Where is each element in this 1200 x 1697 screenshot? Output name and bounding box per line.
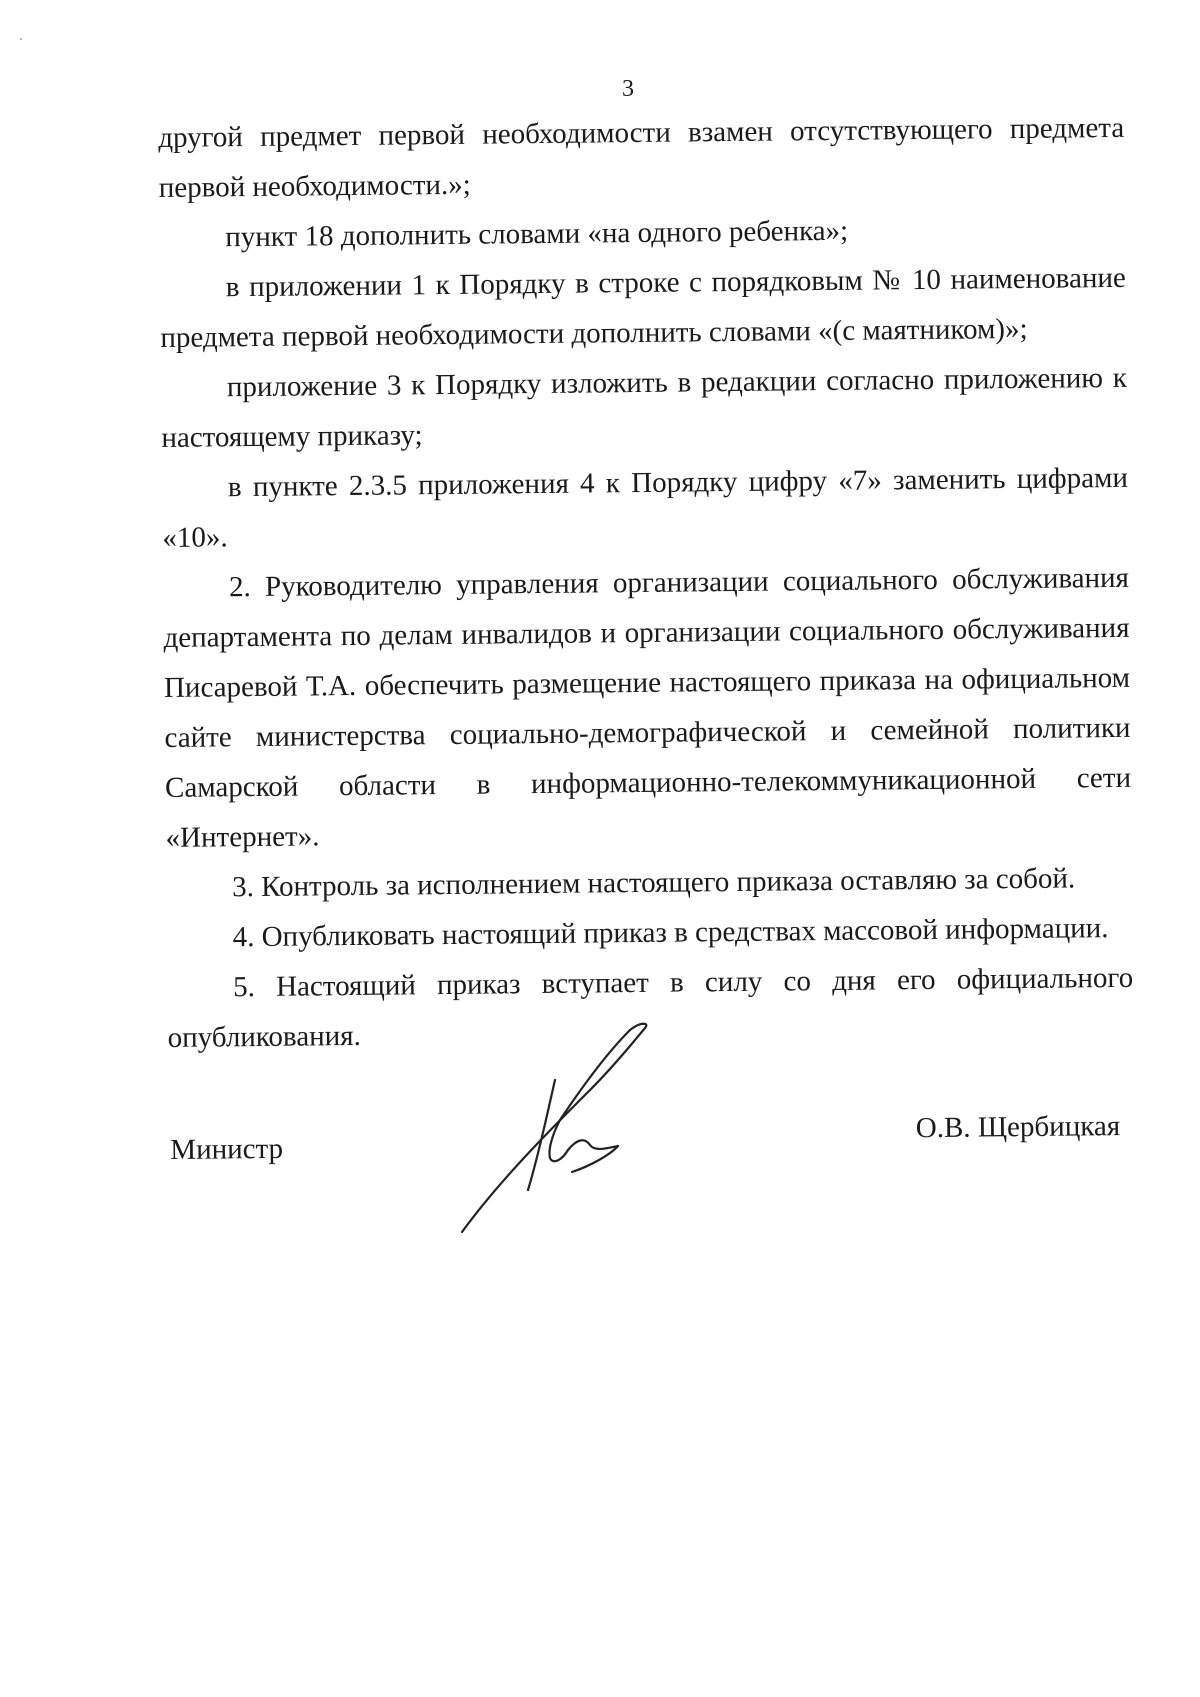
signatory-name: О.В. Щербицкая	[915, 1110, 1121, 1145]
paragraph-appendix-3: приложение 3 к Порядку изложить в редакции согласно приложению к настоящему приказу;	[161, 361, 1127, 454]
paragraph-clause-5: 5. Настоящий приказ вступает в силу со дня его официального опубликования.	[167, 961, 1134, 1054]
paragraph-clause-4: 4. Опубликовать настоящий приказ в средствах массовой информации.	[232, 912, 1109, 954]
paragraph-clause-2: 2. Руководителю управления организации социального обслуживания департамента по делам инвалидов и организации социального обслуживания Писаревой Т.А. обеспечить размещение настоящего приказа на официальном сайте министерства социально-демографической и семейной политики Самарской области в информационно-телекоммуникационной сети «Интернет».	[163, 561, 1132, 854]
paragraph-continuation: другой предмет первой необходимости взамен отсутствующего предмета первой необходимости.»;	[158, 111, 1125, 204]
page-number: 3	[622, 76, 634, 102]
scan-speck	[20, 38, 22, 40]
paragraph-item-18: пункт 18 дополнить словами «на одного ребенка»;	[225, 214, 849, 254]
paragraph-appendix-4: в пункте 2.3.5 приложения 4 к Порядку цифру «7» заменить цифрами «10».	[162, 461, 1129, 554]
paragraph-clause-3: 3. Контроль за исполнением настоящего приказа оставляю за собой.	[231, 862, 1076, 904]
paragraph-appendix-1: в приложении 1 к Порядку в строке с порядковым № 10 наименование предмета первой необходимости дополнить словами «(с маятником)»;	[160, 261, 1126, 354]
document-body	[158, 103, 1134, 1063]
signatory-title: Министр	[170, 1132, 284, 1166]
handwritten-signature	[440, 1020, 720, 1240]
